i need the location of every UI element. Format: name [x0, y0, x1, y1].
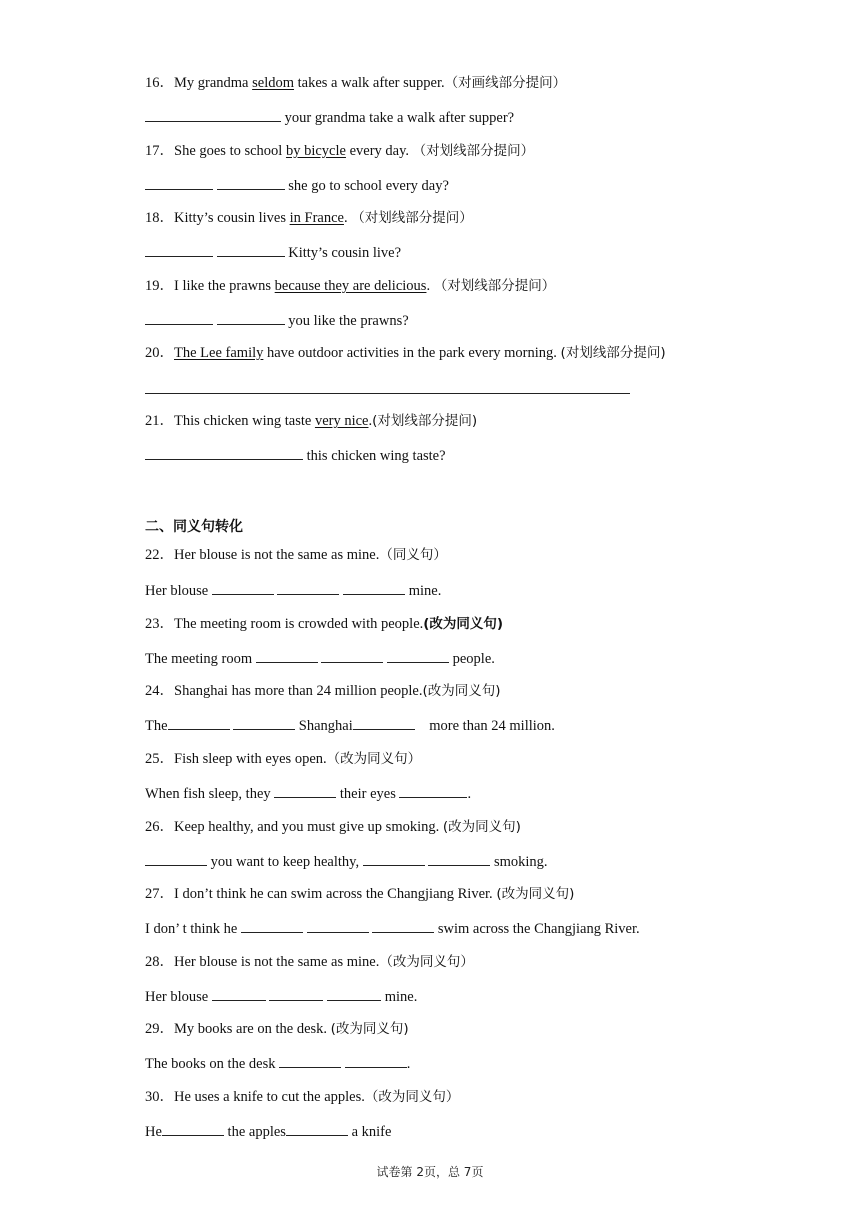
answer-blank[interactable] — [286, 1122, 348, 1136]
answer-text: people. — [452, 651, 495, 667]
question-number: 17． — [145, 143, 174, 159]
question-number: 25． — [145, 751, 174, 767]
underlined-phrase: The Lee family — [174, 345, 264, 361]
answer-blank[interactable] — [256, 649, 318, 663]
question-text: Her blouse is not the same as mine. — [174, 547, 380, 563]
answer-blank[interactable] — [269, 987, 323, 1001]
question-17 — [145, 142, 534, 160]
question-number: 16． — [145, 75, 174, 91]
question-number: 28． — [145, 954, 174, 970]
answer-blank[interactable] — [145, 243, 213, 257]
answer-text: a knife — [351, 1124, 392, 1140]
instruction-note: （对画线部分提问） — [444, 75, 567, 91]
underlined-phrase: by bicycle — [285, 143, 346, 159]
answer-text: When fish sleep, they — [145, 786, 271, 802]
answer-text: Her blouse — [145, 583, 209, 599]
answer-24 — [145, 716, 555, 735]
answer-blank[interactable] — [145, 311, 213, 325]
answer-30 — [145, 1122, 391, 1141]
question-number: 27． — [145, 886, 174, 902]
underlined-phrase: in France — [289, 210, 344, 226]
answer-blank[interactable] — [212, 987, 266, 1001]
question-16 — [145, 74, 566, 92]
answer-blank[interactable] — [277, 581, 339, 595]
underlined-phrase: very nice — [314, 413, 369, 429]
question-26 — [145, 818, 521, 836]
answer-16 — [145, 108, 514, 127]
answer-text: you like the prawns? — [288, 313, 409, 329]
answer-17 — [145, 176, 449, 195]
answer-28 — [145, 987, 417, 1006]
page-footer: 试卷第 2页，总 7页 — [376, 1165, 484, 1179]
question-text: Keep healthy, and you must give up smoking. — [174, 819, 443, 835]
question-20 — [145, 344, 666, 362]
question-text: My books are on the desk. — [174, 1021, 331, 1037]
answer-blank[interactable] — [321, 649, 383, 663]
answer-blank[interactable] — [145, 446, 303, 460]
answer-26 — [145, 852, 548, 871]
answer-29 — [145, 1054, 410, 1073]
answer-18 — [145, 243, 401, 262]
question-text: I don’t think he can swim across the Changjiang River. — [174, 886, 497, 902]
answer-22 — [145, 581, 441, 600]
answer-blank[interactable] — [241, 919, 303, 933]
instruction-note: (改为同义句) — [422, 683, 501, 699]
question-text: Kitty’s cousin lives — [174, 210, 290, 226]
question-number: 22． — [145, 547, 174, 563]
instruction-note: (改为同义句) — [423, 616, 504, 632]
instruction-note: (改为同义句) — [442, 819, 521, 835]
question-30 — [145, 1088, 459, 1106]
answer-blank[interactable] — [274, 784, 336, 798]
answer-19 — [145, 311, 409, 330]
instruction-note: (改为同义句) — [330, 1021, 409, 1037]
answer-text: more than 24 million. — [429, 718, 555, 734]
question-text: This chicken wing taste — [174, 413, 315, 429]
underlined-phrase: seldom — [252, 75, 295, 91]
answer-text: your grandma take a walk after supper? — [284, 110, 515, 126]
answer-text: . — [467, 786, 472, 802]
question-text: The meeting room is crowded with people. — [174, 616, 424, 632]
question-21 — [145, 412, 477, 430]
answer-blank[interactable] — [212, 581, 274, 595]
question-23 — [145, 615, 503, 633]
instruction-note: （改为同义句） — [326, 751, 422, 767]
answer-blank[interactable] — [217, 243, 285, 257]
answer-blank[interactable] — [327, 987, 381, 1001]
question-19 — [145, 277, 555, 295]
answer-blank[interactable] — [353, 716, 415, 730]
answer-blank[interactable] — [372, 919, 434, 933]
answer-25 — [145, 784, 471, 803]
instruction-note: （对划线部分提问） — [433, 278, 556, 294]
answer-blank[interactable] — [145, 108, 281, 122]
question-number: 19． — [145, 278, 174, 294]
answer-text: The — [145, 718, 168, 734]
question-text: have outdoor activities in the park every morning. — [263, 345, 561, 361]
answer-text: she go to school every day? — [288, 178, 449, 194]
question-number: 23． — [145, 616, 174, 632]
underlined-phrase: because they are delicious — [274, 278, 427, 294]
answer-blank[interactable] — [343, 581, 405, 595]
section-heading: 二、同义句转化 — [145, 519, 243, 535]
answer-text: mine. — [384, 989, 418, 1005]
question-29 — [145, 1020, 409, 1038]
answer-text: . — [406, 1056, 411, 1072]
answer-blank[interactable] — [217, 176, 285, 190]
instruction-note: (对划线部分提问) — [372, 413, 478, 429]
answer-text: The books on the desk — [145, 1056, 276, 1072]
question-text: . — [426, 278, 434, 294]
answer-text: Kitty’s cousin live? — [288, 245, 402, 261]
question-28 — [145, 953, 474, 971]
answer-21 — [145, 446, 446, 465]
question-number: 30． — [145, 1089, 174, 1105]
instruction-note: (对划线部分提问) — [560, 345, 666, 361]
answer-blank[interactable] — [279, 1054, 341, 1068]
instruction-note: （对划线部分提问） — [351, 210, 473, 226]
instruction-note: （改为同义句） — [364, 1089, 460, 1105]
question-number: 21． — [145, 413, 174, 429]
question-text: My grandma — [174, 75, 253, 91]
answer-blank[interactable] — [233, 716, 295, 730]
question-number: 24． — [145, 683, 174, 699]
question-18 — [145, 209, 473, 227]
answer-text: smoking. — [493, 854, 548, 870]
question-22 — [145, 546, 447, 564]
question-text: He uses a knife to cut the apples. — [174, 1089, 365, 1105]
instruction-note: （同义句） — [379, 547, 447, 563]
answer-27 — [145, 919, 640, 938]
answer-text: Shanghai — [298, 718, 353, 734]
question-number: 18． — [145, 210, 174, 226]
answer-blank[interactable] — [168, 716, 230, 730]
question-number: 29． — [145, 1021, 174, 1037]
answer-blank[interactable] — [399, 784, 467, 798]
answer-23 — [145, 649, 495, 668]
question-text: Her blouse is not the same as mine. — [174, 954, 380, 970]
instruction-note: （改为同义句） — [379, 954, 474, 970]
answer-text: their eyes — [339, 786, 396, 802]
question-25 — [145, 750, 421, 768]
answer-text: swim across the Changjiang River. — [437, 921, 640, 937]
answer-blank[interactable] — [145, 852, 207, 866]
answer-text: Her blouse — [145, 989, 209, 1005]
answer-blank[interactable] — [162, 1122, 224, 1136]
answer-text: I don’ t think he — [145, 921, 238, 937]
instruction-note: (改为同义句) — [496, 886, 575, 902]
answer-line-20[interactable] — [145, 393, 630, 394]
question-text: takes a walk after supper. — [294, 75, 445, 91]
answer-text: you want to keep healthy, — [210, 854, 360, 870]
question-text: . — [368, 413, 373, 429]
question-number: 26． — [145, 819, 174, 835]
answer-blank[interactable] — [217, 311, 285, 325]
answer-blank[interactable] — [307, 919, 369, 933]
answer-text: the apples — [227, 1124, 286, 1140]
answer-blank[interactable] — [428, 852, 490, 866]
question-text: Fish sleep with eyes open. — [174, 751, 327, 767]
answer-text: this chicken wing taste? — [306, 448, 446, 464]
answer-blank[interactable] — [145, 176, 213, 190]
question-text: She goes to school — [174, 143, 286, 159]
answer-blank[interactable] — [345, 1054, 407, 1068]
question-text: . — [343, 210, 352, 226]
question-text: Shanghai has more than 24 million people. — [174, 683, 423, 699]
answer-blank[interactable] — [387, 649, 449, 663]
question-number: 20． — [145, 345, 174, 361]
answer-text: He — [145, 1124, 162, 1140]
answer-blank[interactable] — [363, 852, 425, 866]
answer-text: mine. — [408, 583, 442, 599]
question-27 — [145, 885, 574, 903]
question-text: I like the prawns — [174, 278, 275, 294]
answer-text: The meeting room — [145, 651, 253, 667]
question-text: every day. — [345, 143, 413, 159]
question-24 — [145, 682, 501, 700]
instruction-note: （对划线部分提问） — [412, 143, 535, 159]
